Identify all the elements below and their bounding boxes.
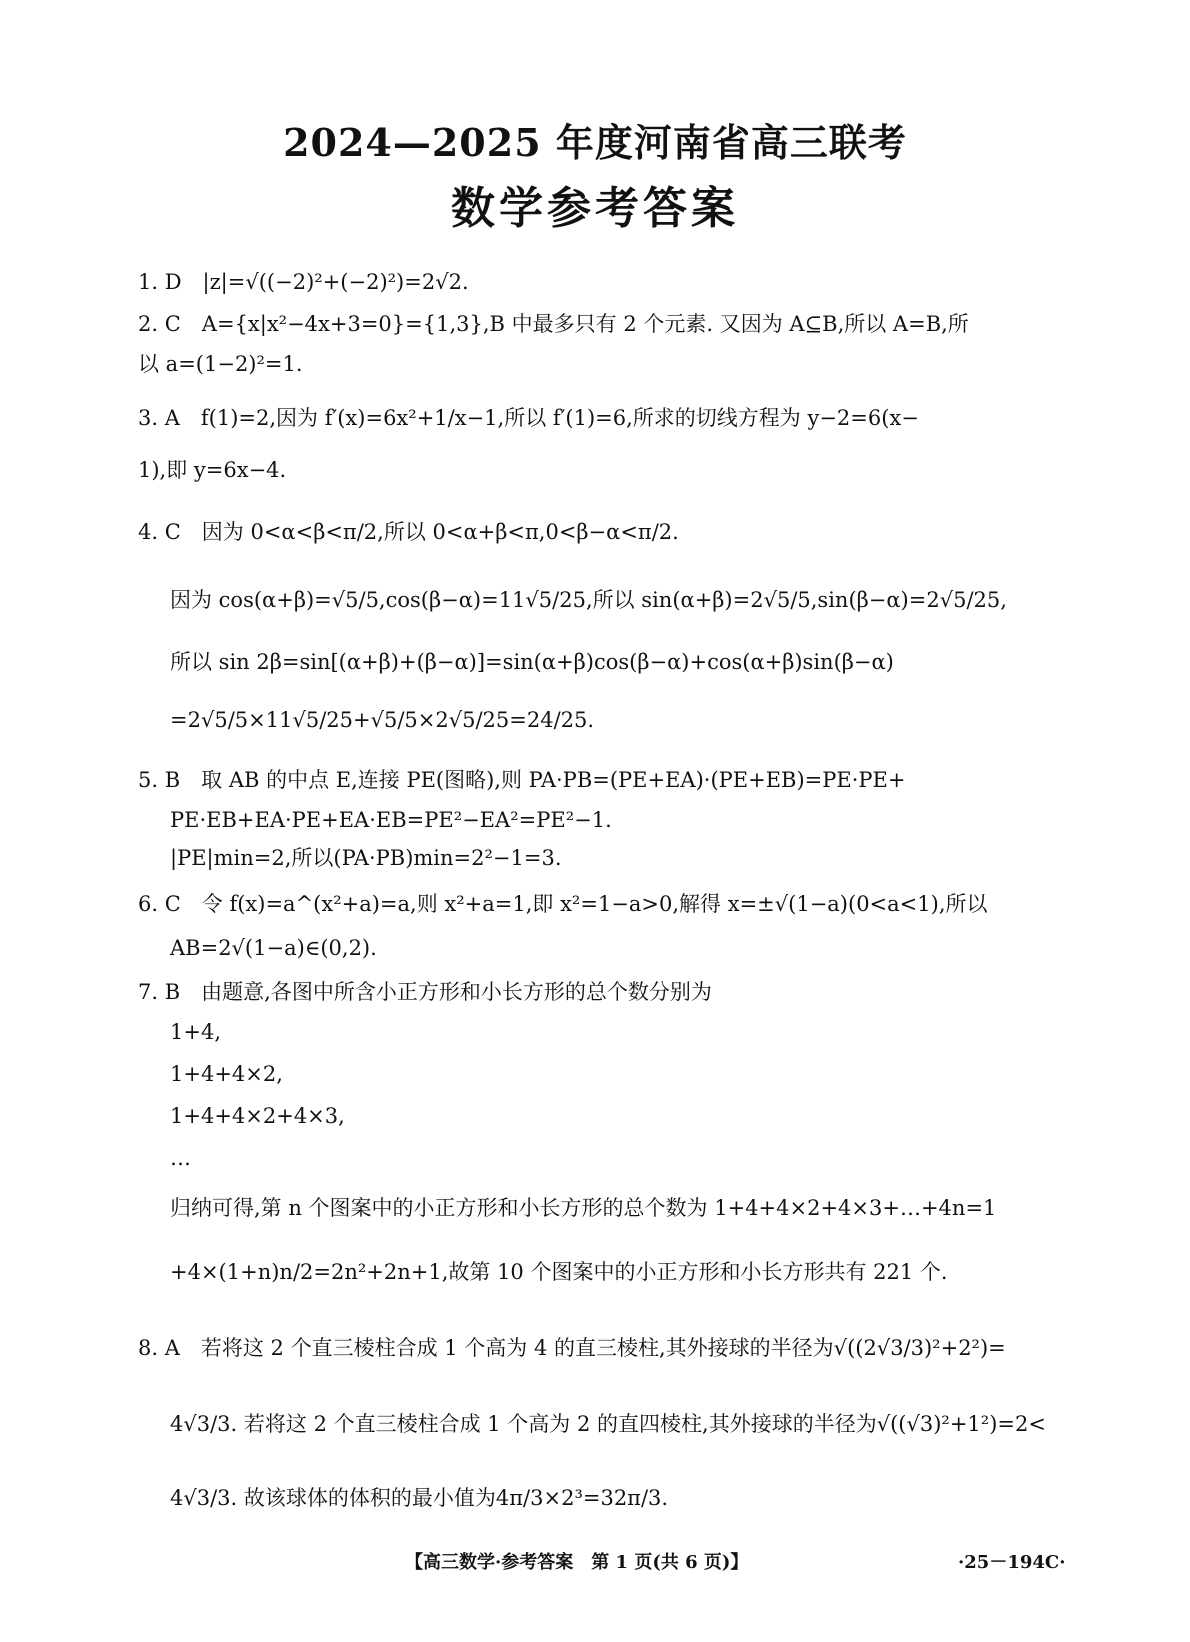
answer-line: 3. A f(1)=2,因为 f′(x)=6x²+1/x−1,所以 f′(1)=6,所求的切线方程为 y−2=6(x− bbox=[138, 406, 919, 430]
answer-line: … bbox=[170, 1146, 191, 1170]
answer-line: 4√3/3. 故该球体的体积的最小值为4π/3×2³=32π/3. bbox=[170, 1486, 669, 1510]
answer-line: 1),即 y=6x−4. bbox=[138, 458, 287, 482]
answer-line: |PE|min=2,所以(PA·PB)min=2²−1=3. bbox=[170, 846, 562, 870]
answer-line: AB=2√(1−a)∈(0,2). bbox=[170, 936, 377, 960]
answer-line: 1+4+4×2+4×3, bbox=[170, 1104, 345, 1128]
answer-line: 8. A 若将这 2 个直三棱柱合成 1 个高为 4 的直三棱柱,其外接球的半径为√((2√3/3)²+2²)= bbox=[138, 1336, 1006, 1360]
footer-code: ·25－194C· bbox=[958, 1552, 1066, 1573]
answer-line: 归纳可得,第 n 个图案中的小正方形和小长方形的总个数为 1+4+4×2+4×3+…+4n=1 bbox=[170, 1196, 997, 1220]
footer-page-info: 【高三数学·参考答案 第 1 页(共 6 页)】 bbox=[405, 1552, 749, 1573]
answer-line: 4√3/3. 若将这 2 个直三棱柱合成 1 个高为 2 的直四棱柱,其外接球的半径为√((√3)²+1²)=2< bbox=[170, 1412, 1046, 1436]
answer-line: PE·EB+EA·PE+EA·EB=PE²−EA²=PE²−1. bbox=[170, 808, 612, 832]
answer-line: 1. D |z|=√((−2)²+(−2)²)=2√2. bbox=[138, 270, 469, 294]
answer-line: 6. C 令 f(x)=a^(x²+a)=a,则 x²+a=1,即 x²=1−a>0,解得 x=±√(1−a)(0<a<1),所以 bbox=[138, 892, 988, 916]
page-subtitle: 数学参考答案 bbox=[451, 183, 739, 234]
answer-line: 1+4, bbox=[170, 1020, 221, 1044]
answer-line: 1+4+4×2, bbox=[170, 1062, 283, 1086]
answer-line: 5. B 取 AB 的中点 E,连接 PE(图略),则 PA·PB=(PE+EA)·(PE+EB)=PE·PE+ bbox=[138, 768, 906, 792]
page-title: 2024—2025 年度河南省高三联考 bbox=[283, 120, 907, 165]
answer-line: +4×(1+n)n/2=2n²+2n+1,故第 10 个图案中的小正方形和小长方形共有 221 个. bbox=[170, 1260, 948, 1284]
answer-line: 2. C A={x|x²−4x+3=0}={1,3},B 中最多只有 2 个元素. 又因为 A⊆B,所以 A=B,所 bbox=[138, 312, 969, 336]
answer-line: 4. C 因为 0<α<β<π/2,所以 0<α+β<π,0<β−α<π/2. bbox=[138, 520, 679, 544]
answer-line: 所以 sin 2β=sin[(α+β)+(β−α)]=sin(α+β)cos(β−α)+cos(α+β)sin(β−α) bbox=[170, 650, 894, 674]
answer-line: 因为 cos(α+β)=√5/5,cos(β−α)=11√5/25,所以 sin(α+β)=2√5/5,sin(β−α)=2√5/25, bbox=[170, 588, 1007, 612]
answer-line: 7. B 由题意,各图中所含小正方形和小长方形的总个数分别为 bbox=[138, 980, 712, 1004]
answer-line: =2√5/5×11√5/25+√5/5×2√5/25=24/25. bbox=[170, 708, 595, 732]
answer-line: 以 a=(1−2)²=1. bbox=[138, 352, 303, 376]
